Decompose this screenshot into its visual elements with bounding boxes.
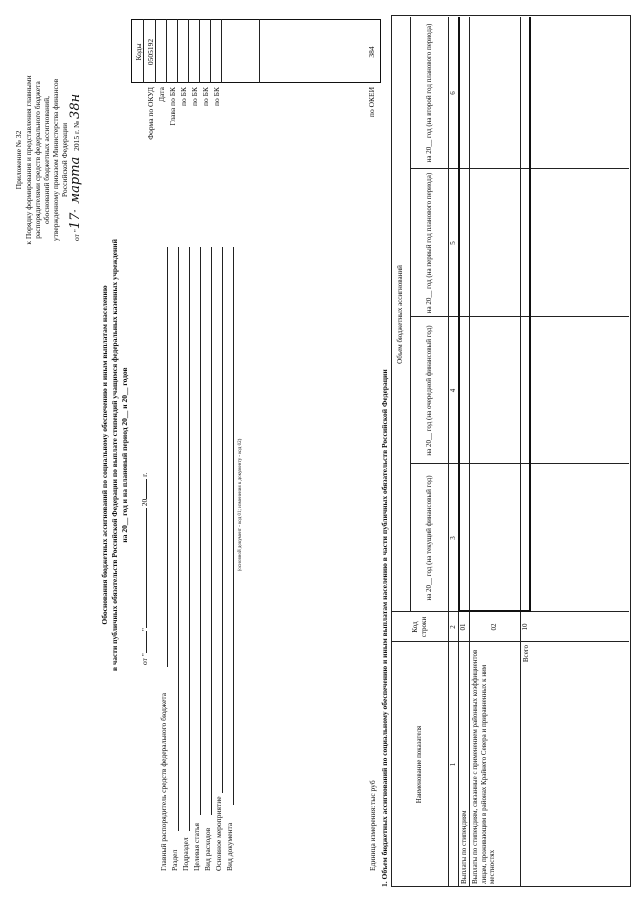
col-num-3: 3 bbox=[448, 536, 457, 540]
form-code: 0505192 bbox=[146, 38, 155, 66]
codes-box bbox=[131, 19, 381, 83]
okei-code: 384 bbox=[367, 46, 376, 58]
doc-title-line-1: Обоснования бюджетных ассигнований по социальному обеспечению и иным выплатам населению bbox=[100, 285, 109, 625]
total-label: Всего bbox=[522, 645, 530, 663]
appendix-order-line: от "17" марта 2015 г. № 38н bbox=[68, 93, 83, 241]
order-month: марта bbox=[68, 156, 83, 204]
unit-label: Единица измерения: bbox=[368, 805, 377, 871]
main-event-label: Основное мероприятие bbox=[214, 796, 223, 871]
subsection-label: Подраздел bbox=[181, 837, 190, 871]
unit-value: тыс руб bbox=[368, 780, 377, 805]
appendix-line-3: обоснований бюджетных ассигнований, bbox=[42, 95, 51, 225]
main-manager-label: Главный распорядитель средств федерального бюджета bbox=[159, 692, 168, 871]
order-number: 38н bbox=[68, 93, 83, 119]
doc-type-label: Вид документа bbox=[225, 822, 234, 871]
appendix-line-2: распорядителями средств федерального бюджета bbox=[33, 81, 42, 239]
col-num-4: 4 bbox=[448, 388, 457, 393]
total-code: 10 bbox=[520, 623, 529, 631]
bk-label-4: по БК bbox=[212, 87, 221, 106]
section-label: Раздел bbox=[170, 849, 179, 871]
col3-header: на 20__ год (на текущий финансовый год) bbox=[424, 475, 433, 601]
col-num-6: 6 bbox=[448, 91, 457, 95]
order-day: 17 bbox=[68, 212, 83, 230]
section1-title: 1. Объем бюджетных ассигнований по социальному обеспечению и иным выплатам населению в части публичных обязательств Российской Федерации bbox=[380, 369, 389, 887]
date-line: от "" 20 г. bbox=[140, 472, 149, 665]
col-num-2: 2 bbox=[448, 625, 457, 629]
codes-header: Коды bbox=[134, 43, 143, 61]
col-num-1: 1 bbox=[448, 762, 457, 767]
bk-label-2: по БК bbox=[190, 87, 199, 106]
appendix-line-5: Российской Федерации bbox=[60, 122, 69, 198]
row-2-code: 02 bbox=[490, 623, 499, 631]
doc-type-hint: (основной документ - код 01; изменения к документу - код 02) bbox=[238, 438, 243, 572]
doc-title-line-3: на 20__ год и на плановый период 20__ и 20__ годов bbox=[120, 367, 129, 543]
appendix-line-1: к Порядку формирования и представления главными bbox=[24, 75, 33, 245]
col6-header: на 20__ год (на второй год планового периода) bbox=[424, 23, 433, 163]
col-name-header: Наименование показателя bbox=[415, 725, 424, 804]
col-num-5: 5 bbox=[448, 241, 457, 245]
appendix-title: Приложение № 32 bbox=[14, 130, 23, 190]
appendix-line-4: утвержденному приказом Министерства финансов bbox=[51, 78, 60, 242]
row-2-name: Выплаты по стипендиям, связанные с применением районных коэффициентов лицам, проживающим в районах Крайнего Севера и приравненных к ним местностях bbox=[471, 649, 496, 884]
bk-label-1: по БК bbox=[179, 87, 188, 106]
chapter-bk-label: Глава по БК bbox=[168, 87, 177, 126]
date-label: Дата bbox=[157, 87, 166, 102]
form-okud-label: Форма по ОКУД bbox=[146, 87, 155, 140]
row-1-name: Выплаты по стипендиям bbox=[460, 810, 468, 884]
col5-header: на 20__ год (на первый год планового периода) bbox=[424, 172, 433, 314]
col-code-header: Код строки bbox=[411, 616, 428, 638]
bk-label-3: по БК bbox=[201, 87, 210, 106]
col-volume-header: Объем бюджетных ассигнований bbox=[396, 265, 405, 364]
row-1-code: 01 bbox=[459, 623, 468, 631]
col4-header: на 20__ год (на очередной финансовый год) bbox=[424, 325, 433, 456]
expense-type-label: Вид расходов bbox=[203, 827, 212, 871]
target-item-label: Целевая статья bbox=[192, 823, 201, 871]
okei-label: по ОКЕИ bbox=[367, 87, 376, 118]
doc-title-line-2: в части публичных обязательств Российской Федерации по выплате стипендий учащимся федеральных казенных учреждений bbox=[110, 239, 119, 671]
